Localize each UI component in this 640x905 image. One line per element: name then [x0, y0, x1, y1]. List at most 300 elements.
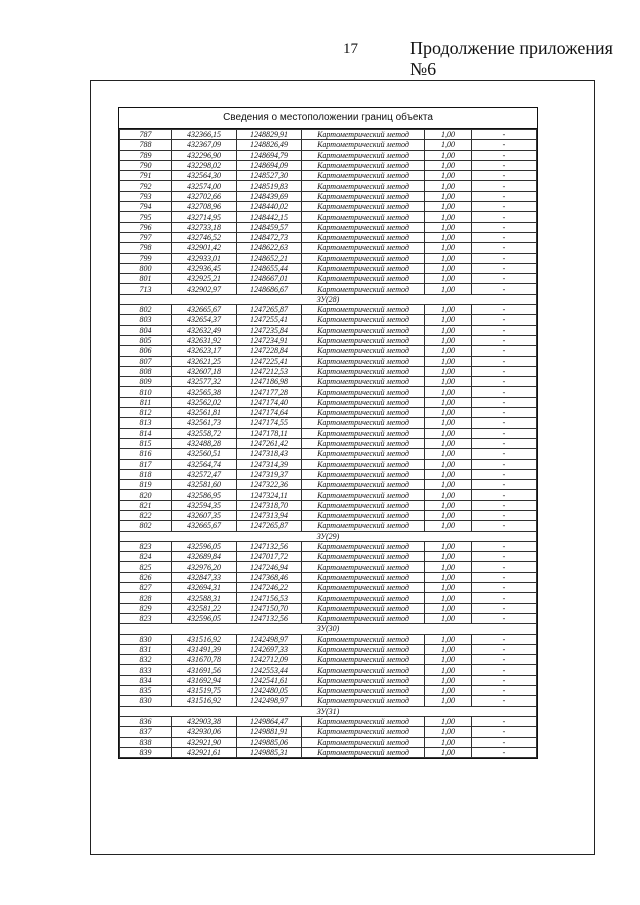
accuracy-cell: 1,00 — [425, 675, 472, 685]
method-cell: Картометрический метод — [302, 686, 425, 696]
y-coordinate-cell: 1247228,84 — [237, 346, 302, 356]
y-coordinate-cell: 1247225,41 — [237, 356, 302, 366]
page-number: 17 — [343, 41, 358, 57]
y-coordinate-cell: 1242498,97 — [237, 696, 302, 706]
section-label: ЗУ(31) — [120, 706, 537, 716]
y-coordinate-cell: 1247017,72 — [237, 552, 302, 562]
x-coordinate-cell: 432702,66 — [172, 191, 237, 201]
x-coordinate-cell: 432588,31 — [172, 593, 237, 603]
note-cell: - — [472, 305, 537, 315]
table-row — [120, 335, 537, 345]
table-row — [120, 140, 537, 150]
method-cell: Картометрический метод — [302, 130, 425, 140]
x-coordinate-cell: 432586,95 — [172, 490, 237, 500]
x-coordinate-cell: 432574,00 — [172, 181, 237, 191]
coordinates-table-container — [118, 107, 538, 759]
x-coordinate-cell: 432621,25 — [172, 356, 237, 366]
method-cell: Картометрический метод — [302, 480, 425, 490]
note-cell: - — [472, 243, 537, 253]
table-row — [120, 634, 537, 644]
accuracy-cell: 1,00 — [425, 130, 472, 140]
point-number-cell: 820 — [120, 490, 172, 500]
note-cell: - — [472, 335, 537, 345]
y-coordinate-cell: 1242553,44 — [237, 665, 302, 675]
point-number-cell: 835 — [120, 686, 172, 696]
point-number-cell: 806 — [120, 346, 172, 356]
x-coordinate-cell: 432933,01 — [172, 253, 237, 263]
note-cell: - — [472, 315, 537, 325]
table-row — [120, 232, 537, 242]
method-cell: Картометрический метод — [302, 428, 425, 438]
point-number-cell: 808 — [120, 366, 172, 376]
y-coordinate-cell: 1249864,47 — [237, 716, 302, 726]
page-heading: Продолжение приложения №6 — [410, 38, 613, 79]
y-coordinate-cell: 1247314,39 — [237, 459, 302, 469]
table-title: Сведения о местоположении границ объекта — [119, 108, 537, 129]
method-cell: Картометрический метод — [302, 716, 425, 726]
accuracy-cell: 1,00 — [425, 480, 472, 490]
y-coordinate-cell: 1242498,97 — [237, 634, 302, 644]
accuracy-cell: 1,00 — [425, 284, 472, 294]
method-cell: Картометрический метод — [302, 253, 425, 263]
y-coordinate-cell: 1247235,84 — [237, 325, 302, 335]
note-cell: - — [472, 665, 537, 675]
method-cell: Картометрический метод — [302, 593, 425, 603]
method-cell: Картометрический метод — [302, 418, 425, 428]
point-number-cell: 831 — [120, 644, 172, 654]
note-cell: - — [472, 232, 537, 242]
point-number-cell: 803 — [120, 315, 172, 325]
accuracy-cell: 1,00 — [425, 387, 472, 397]
table-row — [120, 593, 537, 603]
accuracy-cell: 1,00 — [425, 325, 472, 335]
method-cell: Картометрический метод — [302, 562, 425, 572]
point-number-cell: 799 — [120, 253, 172, 263]
point-number-cell: 800 — [120, 263, 172, 273]
point-number-cell: 817 — [120, 459, 172, 469]
x-coordinate-cell: 432903,38 — [172, 716, 237, 726]
accuracy-cell: 1,00 — [425, 356, 472, 366]
y-coordinate-cell: 1248694,09 — [237, 160, 302, 170]
accuracy-cell: 1,00 — [425, 253, 472, 263]
accuracy-cell: 1,00 — [425, 191, 472, 201]
method-cell: Картометрический метод — [302, 335, 425, 345]
y-coordinate-cell: 1249885,06 — [237, 737, 302, 747]
point-number-cell: 809 — [120, 377, 172, 387]
method-cell: Картометрический метод — [302, 583, 425, 593]
table-row — [120, 613, 537, 623]
y-coordinate-cell: 1248622,63 — [237, 243, 302, 253]
x-coordinate-cell: 432581,60 — [172, 480, 237, 490]
y-coordinate-cell: 1242712,09 — [237, 655, 302, 665]
table-row — [120, 356, 537, 366]
accuracy-cell: 1,00 — [425, 747, 472, 757]
accuracy-cell: 1,00 — [425, 315, 472, 325]
accuracy-cell: 1,00 — [425, 562, 472, 572]
point-number-cell: 815 — [120, 438, 172, 448]
x-coordinate-cell: 432296,90 — [172, 150, 237, 160]
method-cell: Картометрический метод — [302, 552, 425, 562]
note-cell: - — [472, 727, 537, 737]
method-cell: Картометрический метод — [302, 665, 425, 675]
note-cell: - — [472, 603, 537, 613]
x-coordinate-cell: 432689,84 — [172, 552, 237, 562]
accuracy-cell: 1,00 — [425, 541, 472, 551]
accuracy-cell: 1,00 — [425, 613, 472, 623]
table-row — [120, 644, 537, 654]
table-row — [120, 150, 537, 160]
method-cell: Картометрический метод — [302, 366, 425, 376]
x-coordinate-cell: 432561,73 — [172, 418, 237, 428]
accuracy-cell: 1,00 — [425, 181, 472, 191]
x-coordinate-cell: 432902,97 — [172, 284, 237, 294]
method-cell: Картометрический метод — [302, 222, 425, 232]
x-coordinate-cell: 432976,20 — [172, 562, 237, 572]
note-cell: - — [472, 490, 537, 500]
x-coordinate-cell: 431692,94 — [172, 675, 237, 685]
point-number-cell: 788 — [120, 140, 172, 150]
point-number-cell: 811 — [120, 397, 172, 407]
y-coordinate-cell: 1247246,94 — [237, 562, 302, 572]
accuracy-cell: 1,00 — [425, 140, 472, 150]
x-coordinate-cell: 432577,32 — [172, 377, 237, 387]
accuracy-cell: 1,00 — [425, 510, 472, 520]
point-number-cell: 713 — [120, 284, 172, 294]
note-cell: - — [472, 140, 537, 150]
x-coordinate-cell: 432632,49 — [172, 325, 237, 335]
table-row — [120, 418, 537, 428]
y-coordinate-cell: 1247186,98 — [237, 377, 302, 387]
method-cell: Картометрический метод — [302, 212, 425, 222]
x-coordinate-cell: 432488,28 — [172, 438, 237, 448]
note-cell: - — [472, 469, 537, 479]
table-row — [120, 243, 537, 253]
table-row — [120, 583, 537, 593]
y-coordinate-cell: 1247234,91 — [237, 335, 302, 345]
accuracy-cell: 1,00 — [425, 469, 472, 479]
x-coordinate-cell: 432366,15 — [172, 130, 237, 140]
note-cell: - — [472, 634, 537, 644]
method-cell: Картометрический метод — [302, 469, 425, 479]
x-coordinate-cell: 432714,95 — [172, 212, 237, 222]
note-cell: - — [472, 747, 537, 757]
table-row — [120, 655, 537, 665]
note-cell: - — [472, 274, 537, 284]
x-coordinate-cell: 432708,96 — [172, 202, 237, 212]
note-cell: - — [472, 130, 537, 140]
point-number-cell: 812 — [120, 408, 172, 418]
point-number-cell: 801 — [120, 274, 172, 284]
x-coordinate-cell: 432564,74 — [172, 459, 237, 469]
x-coordinate-cell: 432665,67 — [172, 305, 237, 315]
y-coordinate-cell: 1247178,11 — [237, 428, 302, 438]
table-row — [120, 160, 537, 170]
table-row — [120, 490, 537, 500]
table-row — [120, 366, 537, 376]
note-cell: - — [472, 191, 537, 201]
method-cell: Картометрический метод — [302, 397, 425, 407]
table-row — [120, 212, 537, 222]
table-row — [120, 428, 537, 438]
note-cell: - — [472, 160, 537, 170]
note-cell: - — [472, 459, 537, 469]
accuracy-cell: 1,00 — [425, 593, 472, 603]
note-cell: - — [472, 212, 537, 222]
table-row — [120, 191, 537, 201]
point-number-cell: 798 — [120, 243, 172, 253]
y-coordinate-cell: 1247368,46 — [237, 572, 302, 582]
note-cell: - — [472, 408, 537, 418]
accuracy-cell: 1,00 — [425, 397, 472, 407]
x-coordinate-cell: 432901,42 — [172, 243, 237, 253]
y-coordinate-cell: 1247319,37 — [237, 469, 302, 479]
point-number-cell: 793 — [120, 191, 172, 201]
note-cell: - — [472, 263, 537, 273]
note-cell: - — [472, 418, 537, 428]
section-label: ЗУ(29) — [120, 531, 537, 541]
note-cell: - — [472, 387, 537, 397]
y-coordinate-cell: 1247322,36 — [237, 480, 302, 490]
table-row — [120, 716, 537, 726]
accuracy-cell: 1,00 — [425, 232, 472, 242]
accuracy-cell: 1,00 — [425, 603, 472, 613]
section-header-row — [120, 294, 537, 304]
x-coordinate-cell: 431516,92 — [172, 696, 237, 706]
y-coordinate-cell: 1248829,91 — [237, 130, 302, 140]
note-cell: - — [472, 428, 537, 438]
point-number-cell: 824 — [120, 552, 172, 562]
point-number-cell: 830 — [120, 634, 172, 644]
y-coordinate-cell: 1247318,70 — [237, 500, 302, 510]
note-cell: - — [472, 202, 537, 212]
x-coordinate-cell: 432596,05 — [172, 541, 237, 551]
note-cell: - — [472, 181, 537, 191]
method-cell: Картометрический метод — [302, 243, 425, 253]
table-body — [120, 130, 537, 758]
point-number-cell: 829 — [120, 603, 172, 613]
y-coordinate-cell: 1242480,05 — [237, 686, 302, 696]
x-coordinate-cell: 432565,38 — [172, 387, 237, 397]
x-coordinate-cell: 432925,21 — [172, 274, 237, 284]
point-number-cell: 816 — [120, 449, 172, 459]
point-number-cell: 814 — [120, 428, 172, 438]
table-row — [120, 747, 537, 757]
table-row — [120, 480, 537, 490]
note-cell: - — [472, 284, 537, 294]
table-row — [120, 315, 537, 325]
table-row — [120, 222, 537, 232]
x-coordinate-cell: 432596,05 — [172, 613, 237, 623]
method-cell: Картометрический метод — [302, 675, 425, 685]
accuracy-cell: 1,00 — [425, 202, 472, 212]
point-number-cell: 795 — [120, 212, 172, 222]
point-number-cell: 834 — [120, 675, 172, 685]
note-cell: - — [472, 325, 537, 335]
x-coordinate-cell: 432694,31 — [172, 583, 237, 593]
section-header-row — [120, 706, 537, 716]
method-cell: Картометрический метод — [302, 263, 425, 273]
table-row — [120, 552, 537, 562]
point-number-cell: 837 — [120, 727, 172, 737]
accuracy-cell: 1,00 — [425, 727, 472, 737]
y-coordinate-cell: 1248472,73 — [237, 232, 302, 242]
method-cell: Картометрический метод — [302, 696, 425, 706]
y-coordinate-cell: 1248655,44 — [237, 263, 302, 273]
accuracy-cell: 1,00 — [425, 490, 472, 500]
table-row — [120, 521, 537, 531]
table-row — [120, 541, 537, 551]
table-row — [120, 325, 537, 335]
y-coordinate-cell: 1247313,94 — [237, 510, 302, 520]
y-coordinate-cell: 1247265,87 — [237, 521, 302, 531]
x-coordinate-cell: 431670,78 — [172, 655, 237, 665]
note-cell: - — [472, 510, 537, 520]
accuracy-cell: 1,00 — [425, 263, 472, 273]
accuracy-cell: 1,00 — [425, 634, 472, 644]
method-cell: Картометрический метод — [302, 150, 425, 160]
x-coordinate-cell: 432581,22 — [172, 603, 237, 613]
note-cell: - — [472, 552, 537, 562]
method-cell: Картометрический метод — [302, 459, 425, 469]
point-number-cell: 787 — [120, 130, 172, 140]
x-coordinate-cell: 432733,18 — [172, 222, 237, 232]
point-number-cell: 807 — [120, 356, 172, 366]
y-coordinate-cell: 1247255,41 — [237, 315, 302, 325]
note-cell: - — [472, 686, 537, 696]
accuracy-cell: 1,00 — [425, 243, 472, 253]
accuracy-cell: 1,00 — [425, 737, 472, 747]
point-number-cell: 810 — [120, 387, 172, 397]
x-coordinate-cell: 432921,90 — [172, 737, 237, 747]
method-cell: Картометрический метод — [302, 541, 425, 551]
y-coordinate-cell: 1248442,15 — [237, 212, 302, 222]
y-coordinate-cell: 1247318,43 — [237, 449, 302, 459]
accuracy-cell: 1,00 — [425, 150, 472, 160]
x-coordinate-cell: 431691,56 — [172, 665, 237, 675]
point-number-cell: 839 — [120, 747, 172, 757]
method-cell: Картометрический метод — [302, 356, 425, 366]
accuracy-cell: 1,00 — [425, 408, 472, 418]
accuracy-cell: 1,00 — [425, 583, 472, 593]
note-cell: - — [472, 562, 537, 572]
x-coordinate-cell: 432921,61 — [172, 747, 237, 757]
x-coordinate-cell: 432607,35 — [172, 510, 237, 520]
method-cell: Картометрический метод — [302, 510, 425, 520]
point-number-cell: 805 — [120, 335, 172, 345]
point-number-cell: 823 — [120, 613, 172, 623]
point-number-cell: 819 — [120, 480, 172, 490]
x-coordinate-cell: 432847,33 — [172, 572, 237, 582]
note-cell: - — [472, 716, 537, 726]
table-row — [120, 603, 537, 613]
method-cell: Картометрический метод — [302, 449, 425, 459]
point-number-cell: 818 — [120, 469, 172, 479]
point-number-cell: 791 — [120, 171, 172, 181]
x-coordinate-cell: 432594,35 — [172, 500, 237, 510]
method-cell: Картометрический метод — [302, 438, 425, 448]
method-cell: Картометрический метод — [302, 603, 425, 613]
method-cell: Картометрический метод — [302, 315, 425, 325]
point-number-cell: 802 — [120, 521, 172, 531]
point-number-cell: 804 — [120, 325, 172, 335]
note-cell: - — [472, 150, 537, 160]
accuracy-cell: 1,00 — [425, 655, 472, 665]
accuracy-cell: 1,00 — [425, 274, 472, 284]
y-coordinate-cell: 1249885,31 — [237, 747, 302, 757]
y-coordinate-cell: 1247265,87 — [237, 305, 302, 315]
point-number-cell: 792 — [120, 181, 172, 191]
method-cell: Картометрический метод — [302, 140, 425, 150]
method-cell: Картометрический метод — [302, 274, 425, 284]
table-row — [120, 438, 537, 448]
x-coordinate-cell: 432564,30 — [172, 171, 237, 181]
note-cell: - — [472, 737, 537, 747]
y-coordinate-cell: 1247246,22 — [237, 583, 302, 593]
accuracy-cell: 1,00 — [425, 212, 472, 222]
table-row — [120, 181, 537, 191]
note-cell: - — [472, 593, 537, 603]
note-cell: - — [472, 655, 537, 665]
accuracy-cell: 1,00 — [425, 222, 472, 232]
x-coordinate-cell: 431491,39 — [172, 644, 237, 654]
x-coordinate-cell: 432623,17 — [172, 346, 237, 356]
table-row — [120, 305, 537, 315]
coordinates-table — [119, 129, 537, 758]
table-row — [120, 397, 537, 407]
note-cell: - — [472, 644, 537, 654]
y-coordinate-cell: 1247132,56 — [237, 541, 302, 551]
accuracy-cell: 1,00 — [425, 449, 472, 459]
method-cell: Картометрический метод — [302, 202, 425, 212]
table-row — [120, 449, 537, 459]
point-number-cell: 813 — [120, 418, 172, 428]
x-coordinate-cell: 432631,92 — [172, 335, 237, 345]
note-cell: - — [472, 366, 537, 376]
point-number-cell: 823 — [120, 541, 172, 551]
x-coordinate-cell: 432746,52 — [172, 232, 237, 242]
table-row — [120, 510, 537, 520]
method-cell: Картометрический метод — [302, 284, 425, 294]
y-coordinate-cell: 1247132,56 — [237, 613, 302, 623]
method-cell: Картометрический метод — [302, 572, 425, 582]
note-cell: - — [472, 521, 537, 531]
table-row — [120, 274, 537, 284]
y-coordinate-cell: 1242697,33 — [237, 644, 302, 654]
table-row — [120, 263, 537, 273]
accuracy-cell: 1,00 — [425, 716, 472, 726]
accuracy-cell: 1,00 — [425, 171, 472, 181]
point-number-cell: 830 — [120, 696, 172, 706]
note-cell: - — [472, 222, 537, 232]
accuracy-cell: 1,00 — [425, 665, 472, 675]
accuracy-cell: 1,00 — [425, 686, 472, 696]
x-coordinate-cell: 432560,51 — [172, 449, 237, 459]
section-header-row — [120, 531, 537, 541]
y-coordinate-cell: 1248527,30 — [237, 171, 302, 181]
method-cell: Картометрический метод — [302, 737, 425, 747]
method-cell: Картометрический метод — [302, 408, 425, 418]
table-row — [120, 737, 537, 747]
accuracy-cell: 1,00 — [425, 696, 472, 706]
accuracy-cell: 1,00 — [425, 552, 472, 562]
method-cell: Картометрический метод — [302, 160, 425, 170]
accuracy-cell: 1,00 — [425, 305, 472, 315]
method-cell: Картометрический метод — [302, 387, 425, 397]
note-cell: - — [472, 438, 537, 448]
note-cell: - — [472, 171, 537, 181]
accuracy-cell: 1,00 — [425, 160, 472, 170]
method-cell: Картометрический метод — [302, 500, 425, 510]
